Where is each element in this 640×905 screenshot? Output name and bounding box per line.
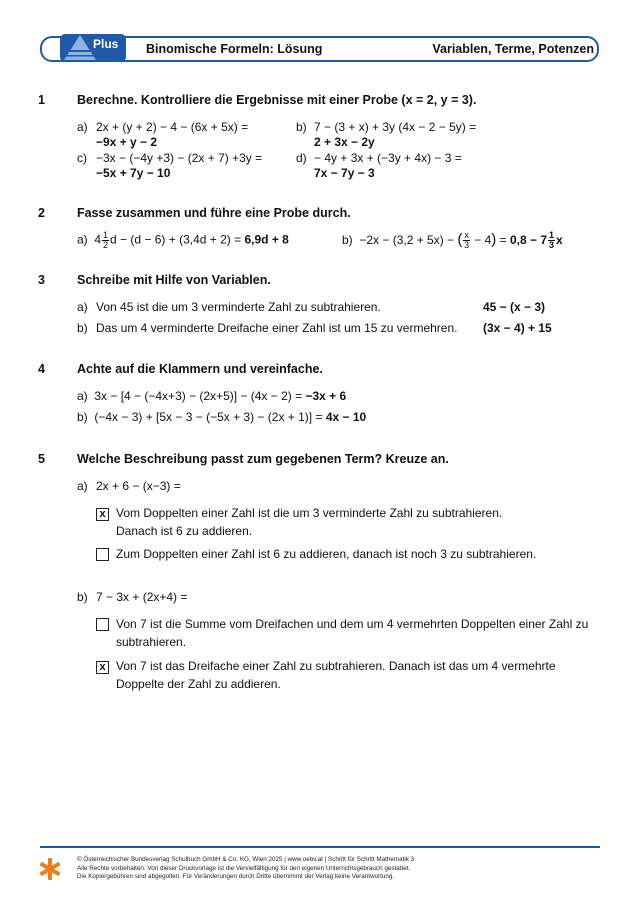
task-4b-result: 4x − 10 xyxy=(325,410,367,424)
task-4b-label: b) xyxy=(77,410,88,424)
task-5-number: 5 xyxy=(38,452,45,466)
fraction-denominator: 3 xyxy=(549,240,555,251)
fraction-denominator: 2 xyxy=(103,240,109,250)
footer-divider xyxy=(40,846,600,848)
task-5a-option-2-line-1: Zum Doppelten einer Zahl ist 6 zu addieren, danach ist noch 3 zu subtrahieren. xyxy=(116,547,537,561)
task-1d-result: 7x − 7y − 3 xyxy=(314,166,375,180)
task-3b-text: Das um 4 verminderte Dreifache einer Zahl ist um 15 zu vermehren. xyxy=(96,321,458,335)
fraction-numerator: x xyxy=(464,230,469,241)
task-5a-option-2-checkbox[interactable] xyxy=(96,548,109,561)
task-2b-result-fraction xyxy=(548,231,555,250)
task-2b-line: b) −2x − (3,2 + 5x) − ( $\frac{x}{3}$ − 4) = 0,8 − 7 $\frac{1}{3}$ x xyxy=(342,230,563,251)
task-2a-line xyxy=(77,231,289,250)
fraction-numerator: 1 xyxy=(549,230,555,241)
task-4a-result: −3x + 6 xyxy=(305,389,347,403)
task-5a-term: 2x + 6 − (x−3) = xyxy=(96,479,181,493)
task-3a-text: Von 45 ist die um 3 verminderte Zahl zu subtrahieren. xyxy=(96,300,381,314)
task-2b-expression-end: − 4 xyxy=(474,233,492,247)
task-4-number: 4 xyxy=(38,362,45,376)
task-5b-option-1-line-1: Von 7 ist die Summe vom Dreifachen und dem um 4 vermehrten Doppelten einer Zahl zu xyxy=(116,617,589,631)
task-5b-option-2-checkbox[interactable]: x xyxy=(96,661,109,674)
task-4a-line xyxy=(77,389,346,403)
task-5b-option-2-line-1: Von 7 ist das Dreifache einer Zahl zu subtrahieren. Danach ist das um 4 vermehrte xyxy=(116,659,556,673)
task-5b-term: 7 − 3x + (2x+4) = xyxy=(96,590,188,604)
task-1b-label: b) xyxy=(296,120,307,134)
task-2b-result: 0,8 − 7 xyxy=(509,233,548,247)
page-topic: Variablen, Terme, Potenzen xyxy=(432,42,594,56)
task-1c-label: c) xyxy=(77,151,87,165)
task-3a-result: 45 − (x − 3) xyxy=(483,300,546,314)
task-1-number: 1 xyxy=(38,93,45,107)
task-1a-label: a) xyxy=(77,120,88,134)
task-5b-option-1-checkbox[interactable] xyxy=(96,618,109,631)
page-title: Binomische Formeln: Lösung xyxy=(146,42,323,56)
task-2b-fraction xyxy=(463,231,470,250)
task-5a-option-1-checkbox[interactable]: x xyxy=(96,508,109,521)
task-2b-expression-start: −2x − (3,2 + 5x) − xyxy=(359,233,455,247)
task-3b-result: (3x − 4) + 15 xyxy=(483,321,552,335)
task-1b-expression: 7 − (3 + x) + 3y (4x − 2 − 5y) = xyxy=(314,120,477,134)
task-2a-result: 6,9d + 8 xyxy=(244,232,289,247)
task-5b-label: b) xyxy=(77,590,88,604)
task-5b-option-2-line-2: Doppelte der Zahl zu addieren. xyxy=(116,677,281,691)
task-2b-result-variable: x xyxy=(556,233,563,247)
task-3-number: 3 xyxy=(38,273,45,287)
task-1-title: Berechne. Kontrolliere die Ergebnisse mit einer Probe (x = 2, y = 3). xyxy=(77,93,477,107)
footer-line-1: © Österreichischer Bundesverlag Schulbuch GmbH & Co. KG, Wien 2025 | www.oebv.at | Schritt für Schritt Mathematik 3 xyxy=(77,856,415,863)
task-1a-result: −9x + y − 2 xyxy=(96,135,158,149)
task-5-title: Welche Beschreibung passt zum gegebenen Term? Kreuze an. xyxy=(77,452,449,466)
logo-text: Plus xyxy=(93,37,119,51)
task-3-title: Schreibe mit Hilfe von Variablen. xyxy=(77,273,271,287)
footer-line-2: Alle Rechte vorbehalten. Von dieser Druckvorlage ist die Vervielfältigung für den eigenen Unterrichtsgebrauch gestattet. xyxy=(77,864,411,872)
task-2a-expression: d − (d − 6) + (3,4d + 2) = xyxy=(110,232,242,247)
task-5a-option-1-line-2: Danach ist 6 zu addieren. xyxy=(116,524,253,538)
task-2a-whole: 4 xyxy=(94,232,102,247)
footer-line-3: Die Kopiergebühren sind abgegolten. Für Veränderungen durch Dritte übernimmt der Verlag keine Verantwortung. xyxy=(77,873,395,880)
task-2-number: 2 xyxy=(38,206,45,220)
task-1d-expression: − 4y + 3x + (−3y + 4x) − 3 = xyxy=(314,151,462,165)
fraction-denominator: 3 xyxy=(464,240,470,251)
task-4b-line xyxy=(77,410,366,424)
task-4b-expression: (−4x − 3) + [5x − 3 − (−5x + 3) − (2x + 1)] = xyxy=(94,410,323,424)
task-2a-fraction xyxy=(102,231,109,250)
task-2-title: Fasse zusammen und führe eine Probe durch. xyxy=(77,206,351,220)
task-4-title: Achte auf die Klammern und vereinfache. xyxy=(77,362,323,376)
task-5b-option-1-line-2: subtrahieren. xyxy=(116,635,187,649)
task-3a-label: a) xyxy=(77,300,88,314)
task-1a-expression: 2x + (y + 2) − 4 − (6x + 5x) = xyxy=(96,120,249,134)
publisher-star-icon xyxy=(38,857,62,881)
task-5a-label: a) xyxy=(77,479,88,493)
task-3b-label: b) xyxy=(77,321,88,335)
task-2b-label: b) xyxy=(342,233,353,247)
footer-copyright xyxy=(77,856,414,882)
fraction-numerator: 1 xyxy=(103,230,109,240)
task-1c-result: −5x + 7y − 10 xyxy=(96,166,171,180)
task-5a-option-1-line-1: Vom Doppelten einer Zahl ist die um 3 verminderte Zahl zu subtrahieren. xyxy=(116,506,503,520)
task-1c-expression: −3x − (−4y +3) − (2x + 7) +3y = xyxy=(96,151,263,165)
task-4a-label: a) xyxy=(77,389,88,403)
task-4a-expression: 3x − [4 − (−4x+3) − (2x+5)] − (4x − 2) = xyxy=(94,389,303,403)
task-2a-label: a) xyxy=(77,232,88,247)
task-1d-label: d) xyxy=(296,151,307,165)
task-2b-equals: = xyxy=(499,233,507,247)
task-1b-result: 2 + 3x − 2y xyxy=(314,135,375,149)
